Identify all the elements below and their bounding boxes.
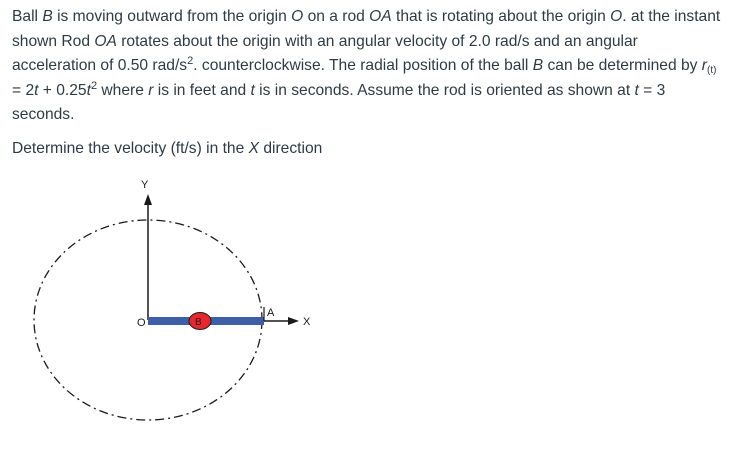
label-y: Y xyxy=(141,179,149,191)
label-b: B xyxy=(195,317,202,328)
x-axis-arrowhead xyxy=(288,317,299,325)
problem-statement: Ball B is moving outward from the origin O on a rod OA that is rotating about the origin O. at the instant shown Rod OA rotates about the origin with an angular velocity of 2.0 rad/s and an angular acceleration of 0.50 rad/$s^2$. counterclockwise. The radial position of the ball B can be determined by $r_{(t)} = 2t + 0.25t^2$ where r is in feet and t is in seconds. Assume the rod is oriented as shown at t = 3 seconds. xyxy=(12,8,721,123)
radius-symbol: r xyxy=(701,57,707,74)
question-prompt: Determine the velocity (ft/s) in the X direction xyxy=(12,140,323,157)
rod-symbol: OA xyxy=(369,8,392,25)
label-a: A xyxy=(267,307,275,319)
label-origin: O xyxy=(137,317,146,329)
rotating-rod-diagram xyxy=(0,170,735,449)
label-x: X xyxy=(303,316,311,328)
exponent: 2 xyxy=(187,55,194,67)
y-axis-arrowhead xyxy=(144,194,152,205)
ball-symbol: B xyxy=(42,8,53,25)
origin-symbol: O xyxy=(291,8,304,25)
